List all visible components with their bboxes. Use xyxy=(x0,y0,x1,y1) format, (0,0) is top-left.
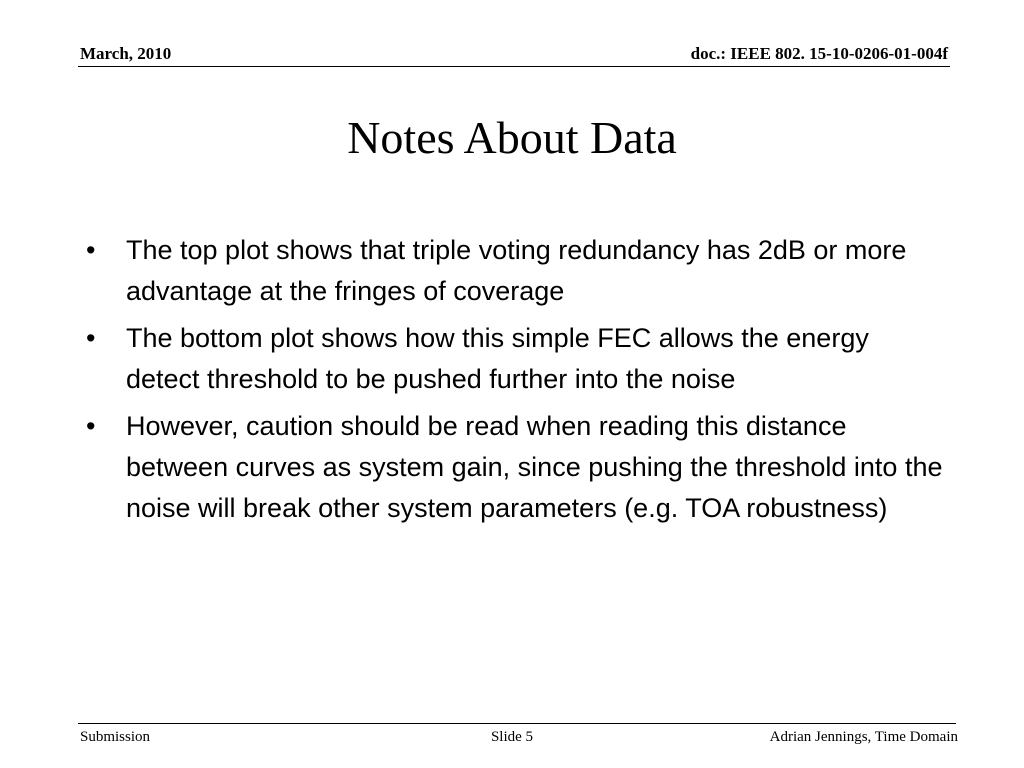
bullet-item xyxy=(84,318,944,400)
header-date: March, 2010 xyxy=(80,44,172,63)
footer-divider xyxy=(78,723,956,724)
footer-slide-number: Slide 5 xyxy=(490,729,534,745)
bullet-text: The bottom plot shows how this simple FEC allows the energy detect threshold to be pushed further into the noise xyxy=(126,323,869,394)
header-doc-id: doc.: IEEE 802. 15-10-0206-01-004f xyxy=(690,44,948,63)
header-divider xyxy=(78,66,950,67)
footer-author: Adrian Jennings, Time Domain xyxy=(769,729,958,745)
slide-title: Notes About Data xyxy=(347,112,677,163)
bullet-item xyxy=(84,230,944,312)
bullet-item xyxy=(84,406,944,529)
bullet-text: The top plot shows that triple voting redundancy has 2dB or more advantage at the fringes of coverage xyxy=(126,235,907,306)
bullet-dot-icon: • xyxy=(86,411,96,441)
footer-submission: Submission xyxy=(80,729,151,745)
bullet-list xyxy=(84,230,944,535)
bullet-dot-icon: • xyxy=(86,323,96,353)
bullet-text: However, caution should be read when reading this distance between curves as system gain, since pushing the threshold into the noise will break other system parameters (e.g. TOA robustness) xyxy=(126,411,943,523)
bullet-dot-icon: • xyxy=(86,235,96,265)
